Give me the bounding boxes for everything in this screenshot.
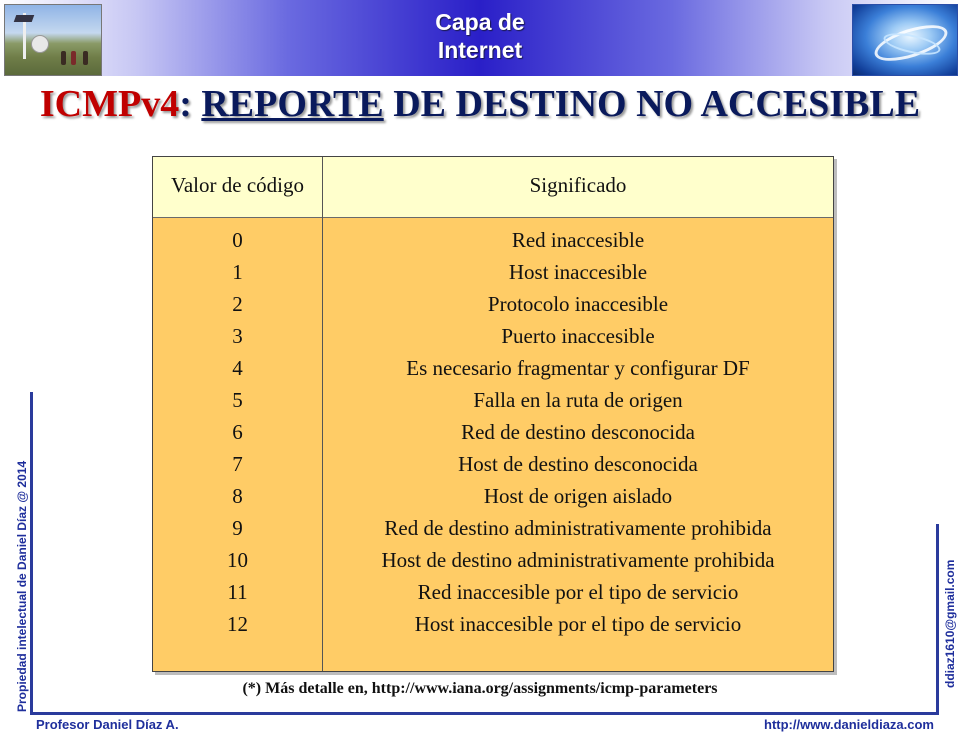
footer-author: Profesor Daniel Díaz A. [36,717,179,732]
email-vertical: ddiaz1610@gmail.com [943,559,957,688]
table-row [153,416,833,448]
slide-title-reporte: REPORTE [201,83,384,125]
copyright-vertical: Propiedad intelectual de Daniel Díaz @ 2014 [15,460,29,712]
table-row [153,512,833,544]
code-value-cell: 5 [232,388,243,412]
code-value-cell: 7 [232,452,243,476]
code-value-cell: 3 [232,324,243,348]
code-value-cell: 2 [232,292,243,316]
frame-line-bottom [30,712,939,715]
meaning-cell: Host de origen aislado [483,484,673,508]
meaning-cell: Host de destino desconocida [458,452,698,476]
code-value-cell: 12 [227,612,248,636]
meaning-cell: Host inaccesible por el tipo de servicio [414,612,742,636]
table-row [153,384,833,416]
table-row [153,288,833,320]
code-value-cell: 8 [232,484,243,508]
slide-title-protocol: ICMPv4 [39,83,180,125]
icmp-code-table [152,156,834,672]
table-row [153,320,833,352]
meaning-cell: Es necesario fragmentar y configurar DF [406,356,750,380]
meaning-cell: Falla en la ruta de origen [473,388,683,412]
code-value-cell: 9 [232,516,243,540]
meaning-cell: Red inaccesible [511,228,645,252]
table-row [153,608,833,640]
table-rows [153,224,833,640]
footnote: (*) Más detalle en, http://www.iana.org/assignments/icmp-parameters [242,680,718,697]
footer-website[interactable]: http://www.danieldiaza.com [764,717,934,732]
table-row [153,576,833,608]
header-code-value: Valor de código [171,173,304,197]
antenna-photo-icon [4,4,102,76]
meaning-cell: Red de destino desconocida [461,420,695,444]
table-row [153,352,833,384]
slide-title [0,82,960,126]
section-title [330,8,630,64]
code-value-cell: 0 [232,228,243,252]
table-row [153,256,833,288]
code-value-cell: 4 [232,356,243,380]
frame-line-left [30,392,33,714]
meaning-cell: Protocolo inaccesible [487,292,669,316]
table-row [153,544,833,576]
table-row [153,224,833,256]
meaning-cell: Host inaccesible [508,260,648,284]
frame-line-right [936,524,939,714]
meaning-cell: Red de destino administrativamente prohibida [384,516,772,540]
meaning-cell: Red inaccesible por el tipo de servicio [417,580,739,604]
code-value-cell: 1 [232,260,243,284]
meaning-cell: Puerto inaccesible [501,324,655,348]
code-value-cell: 10 [227,548,248,572]
slide-title-rest: DE DESTINO NO ACCESIBLE [383,83,921,125]
table-row [153,480,833,512]
slide-title-colon: : [179,83,192,125]
section-title-line2: Internet [437,37,523,63]
meaning-cell: Host de destino administrativamente prohibida [381,548,775,572]
table-header [153,157,833,218]
code-value-cell: 11 [227,580,248,604]
code-value-cell: 6 [232,420,243,444]
header-meaning: Significado [529,173,627,197]
table-row [153,448,833,480]
globe-network-icon [852,4,958,76]
section-title-line1: Capa de [435,9,525,35]
